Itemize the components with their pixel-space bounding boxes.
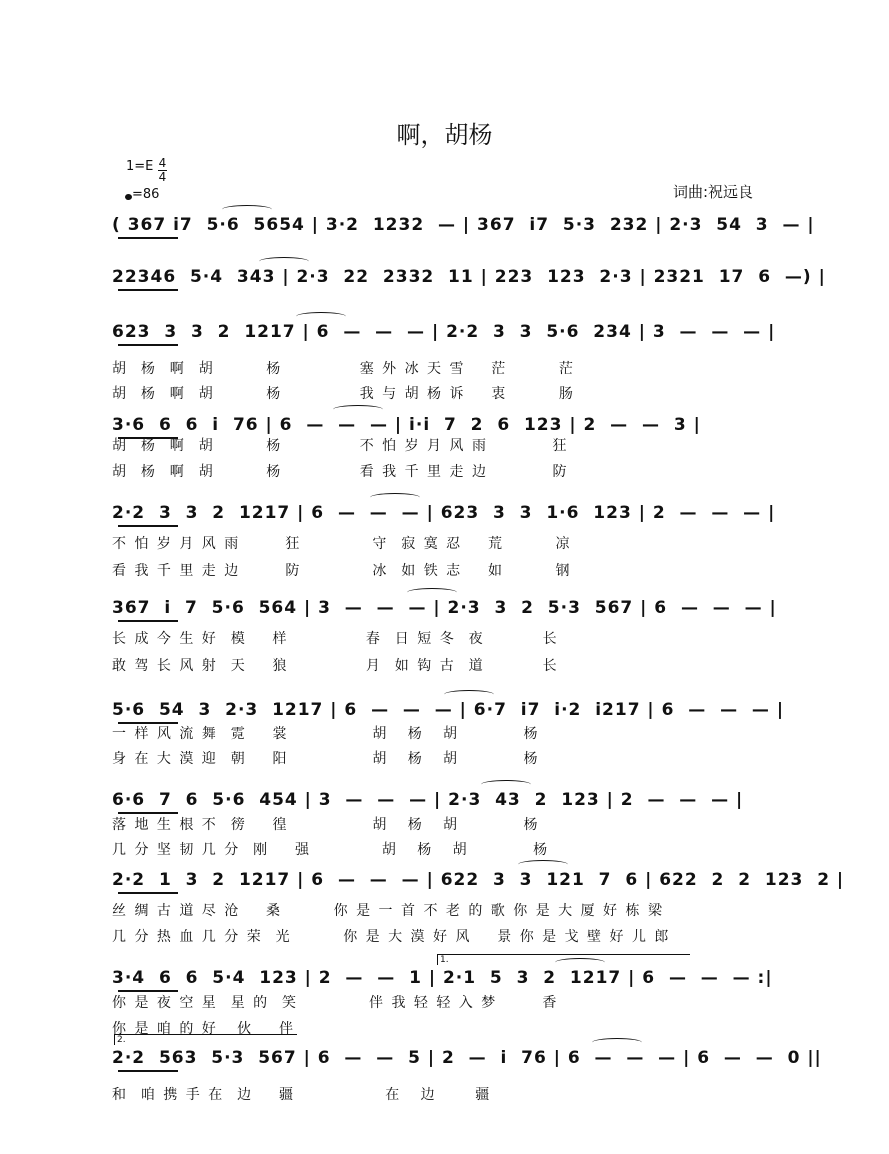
slur-arc: [296, 312, 346, 321]
notes-line: 2·2 3 3 2 1217 | 6 — — — | 623 3 3 1·6 123 | 2 — — — |: [112, 503, 776, 523]
lyric-line-2: 敢 驾 长 风 射 天 狼 月 如 钩 古 道 长: [112, 658, 559, 674]
notes-line: 6·6 7 6 5·6 454 | 3 — — — | 2·3 43 2 123 | 2 — — — |: [112, 790, 744, 810]
notes-line: 5·6 54 3 2·3 1217 | 6 — — — | 6·7 i7 i·2 i217 | 6 — — — |: [112, 700, 785, 720]
notes-line: 22346 5·4 343 | 2·3 22 2332 11 | 223 123 2·3 | 2321 17 6 —) |: [112, 267, 826, 287]
beam-line: [118, 289, 178, 291]
lyric-line-1: 胡 杨 啊 胡 杨 不 怕 岁 月 风 雨 狂: [112, 438, 569, 454]
time-signature-top: 4: [158, 156, 167, 170]
notes-line: 3·4 6 6 5·4 123 | 2 — — 1 | 2·1 5 3 2 1217 | 6 — — — :|: [112, 968, 773, 988]
lyric-line-2: 胡 杨 啊 胡 杨 看 我 千 里 走 边 防: [112, 464, 569, 480]
key-signature: 1=E: [126, 159, 154, 174]
lyric-line-2: 胡 杨 啊 胡 杨 我 与 胡 杨 诉 衷 肠: [112, 386, 575, 402]
slur-arc: [407, 588, 457, 597]
slur-arc: [333, 405, 383, 414]
lyric-line-2: 身 在 大 漠 迎 朝 阳 胡 杨 胡 杨: [112, 751, 540, 767]
slur-arc: [444, 690, 494, 699]
time-signature-bottom: 4: [158, 170, 167, 184]
tempo-value: =86: [132, 187, 160, 202]
lyric-line-2: 看 我 千 里 走 边 防 冰 如 铁 志 如 钢: [112, 563, 572, 579]
slur-arc: [481, 780, 531, 789]
volta-bracket-1: 1.: [437, 954, 690, 965]
beam-line: [118, 620, 178, 622]
slur-arc: [222, 205, 272, 214]
slur-arc: [370, 493, 420, 502]
beam-line: [118, 1070, 178, 1072]
lyric-line-1: 不 怕 岁 月 风 雨 狂 守 寂 寞 忍 荒 凉: [112, 536, 572, 552]
notes-line: 2·2 1 3 2 1217 | 6 — — — | 622 3 3 121 7 6 | 622 2 2 123 2 |: [112, 870, 845, 890]
lyric-line-1: 和 咱 携 手 在 边 疆 在 边 疆: [112, 1087, 492, 1103]
quarter-note-icon: [125, 194, 132, 200]
time-signature: [158, 157, 167, 184]
slur-arc: [259, 257, 309, 266]
author-credit: 词曲:祝远良: [672, 183, 753, 201]
beam-line: [118, 237, 178, 239]
notes-line: 367 i 7 5·6 564 | 3 — — — | 2·3 3 2 5·3 567 | 6 — — — |: [112, 598, 777, 618]
notes-line: 623 3 3 2 1217 | 6 — — — | 2·2 3 3 5·6 234 | 3 — — — |: [112, 322, 776, 342]
lyric-line-1: 你 是 夜 空 星 星 的 笑 伴 我 轻 轻 入 梦 香: [112, 995, 559, 1011]
beam-line: [118, 525, 178, 527]
beam-line: [118, 344, 178, 346]
lyric-line-1: 一 样 风 流 舞 霓 裳 胡 杨 胡 杨: [112, 726, 540, 742]
notes-line: ( 367 i7 5·6 5654 | 3·2 1232 — | 367 i7 5·3 232 | 2·3 54 3 — |: [112, 215, 815, 235]
slur-arc: [592, 1038, 642, 1047]
song-title: 啊，胡杨: [396, 121, 493, 149]
tempo-mark: [125, 187, 159, 202]
slur-arc: [518, 860, 568, 869]
notes-line: 3·6 6 6 i 76 | 6 — — — | i·i 7 2 6 123 | 2 — — 3 |: [112, 415, 701, 435]
lyric-line-1: 胡 杨 啊 胡 杨 塞 外 冰 天 雪 茫 茫: [112, 361, 575, 377]
lyric-line-2: 你 是 咱 的 好 伙 伴: [112, 1021, 295, 1037]
beam-line: [118, 892, 178, 894]
volta-bracket-2: 2.: [114, 1034, 297, 1045]
notes-line: 2·2 563 5·3 567 | 6 — — 5 | 2 — i 76 | 6 — — — | 6 — — 0 ||: [112, 1048, 822, 1068]
lyric-line-1: 长 成 今 生 好 模 样 春 日 短 冬 夜 长: [112, 631, 559, 647]
lyric-line-1: 落 地 生 根 不 徬 徨 胡 杨 胡 杨: [112, 817, 540, 833]
lyric-line-2: 几 分 坚 韧 几 分 刚 强 胡 杨 胡 杨: [112, 842, 550, 858]
lyric-line-1: 丝 绸 古 道 尽 沧 桑 你 是 一 首 不 老 的 歌 你 是 大 厦 好 栋 梁: [112, 903, 664, 919]
lyric-line-2: 几 分 热 血 几 分 荣 光 你 是 大 漠 好 风 景 你 是 戈 壁 好 儿 郎: [112, 929, 671, 945]
